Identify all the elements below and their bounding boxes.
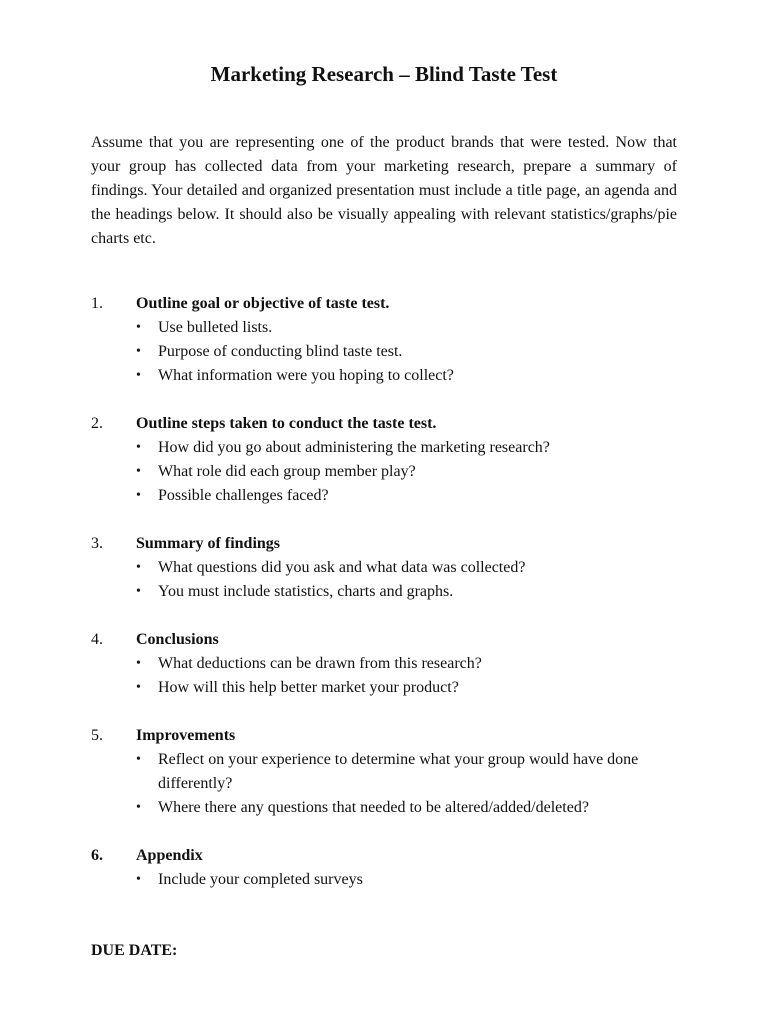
section-number: 2.: [91, 415, 103, 432]
document-title: Marketing Research – Blind Taste Test: [210, 62, 558, 86]
list-item: • What information were you hoping to collect?: [136, 364, 658, 388]
section-number: 5.: [91, 727, 103, 744]
list-item: • Where there any questions that needed to be altered/added/deleted?: [136, 796, 658, 820]
section-heading: Appendix: [136, 847, 203, 864]
sections-list: [91, 292, 691, 916]
list-item: • Reflect on your experience to determine what your group would have done differently?: [136, 748, 658, 796]
bullet-list: [91, 868, 691, 892]
bullet-icon: •: [136, 368, 141, 383]
section-heading: Summary of findings: [136, 535, 281, 552]
section-5: [91, 724, 691, 820]
list-item: • You must include statistics, charts and graphs.: [136, 580, 658, 604]
section-2: [91, 412, 691, 508]
list-item: • How will this help better market your product?: [136, 676, 658, 700]
bullet-icon: •: [136, 560, 141, 575]
section-number: 1.: [91, 295, 103, 312]
bullet-icon: •: [136, 344, 141, 359]
list-item: • What role did each group member play?: [136, 460, 658, 484]
bullet-list: [91, 436, 691, 508]
bullet-list: [91, 316, 691, 388]
intro-paragraph: Assume that you are representing one of the product brands that were tested. Now that your group has collected data from your marketing research, prepare a summary of findings. Your detailed and organized presentation must include a title page, an agenda and the headings below. It should also be visually appealing with relevant statistics/graphs/pie charts etc.: [91, 134, 677, 247]
bullet-icon: •: [136, 488, 141, 503]
list-item: • How did you go about administering the marketing research?: [136, 436, 658, 460]
section-number: 3.: [91, 535, 103, 552]
list-item: • Purpose of conducting blind taste test.: [136, 340, 658, 364]
bullet-icon: •: [136, 584, 141, 599]
bullet-icon: •: [136, 872, 141, 887]
list-item: • Possible challenges faced?: [136, 484, 658, 508]
section-number: 6.: [91, 847, 103, 864]
list-item: • Use bulleted lists.: [136, 316, 658, 340]
bullet-icon: •: [136, 752, 141, 767]
list-item: • What questions did you ask and what data was collected?: [136, 556, 658, 580]
bullet-list: [91, 556, 691, 604]
section-3: [91, 532, 691, 604]
bullet-list: [91, 748, 691, 820]
bullet-icon: •: [136, 656, 141, 671]
section-heading: Improvements: [136, 727, 236, 744]
bullet-icon: •: [136, 320, 141, 335]
bullet-list: [91, 652, 691, 700]
list-item: • What deductions can be drawn from this research?: [136, 652, 658, 676]
section-heading: Outline goal or objective of taste test.: [136, 295, 390, 312]
section-1: [91, 292, 691, 388]
bullet-icon: •: [136, 440, 141, 455]
list-item: • Include your completed surveys: [136, 868, 658, 892]
bullet-icon: •: [136, 680, 141, 695]
bullet-icon: •: [136, 800, 141, 815]
section-4: [91, 628, 691, 700]
due-date-label: DUE DATE:: [91, 942, 178, 959]
section-heading: Outline steps taken to conduct the taste test.: [136, 415, 437, 432]
section-number: 4.: [91, 631, 103, 648]
bullet-icon: •: [136, 464, 141, 479]
section-heading: Conclusions: [136, 631, 219, 648]
section-6: [91, 844, 691, 892]
